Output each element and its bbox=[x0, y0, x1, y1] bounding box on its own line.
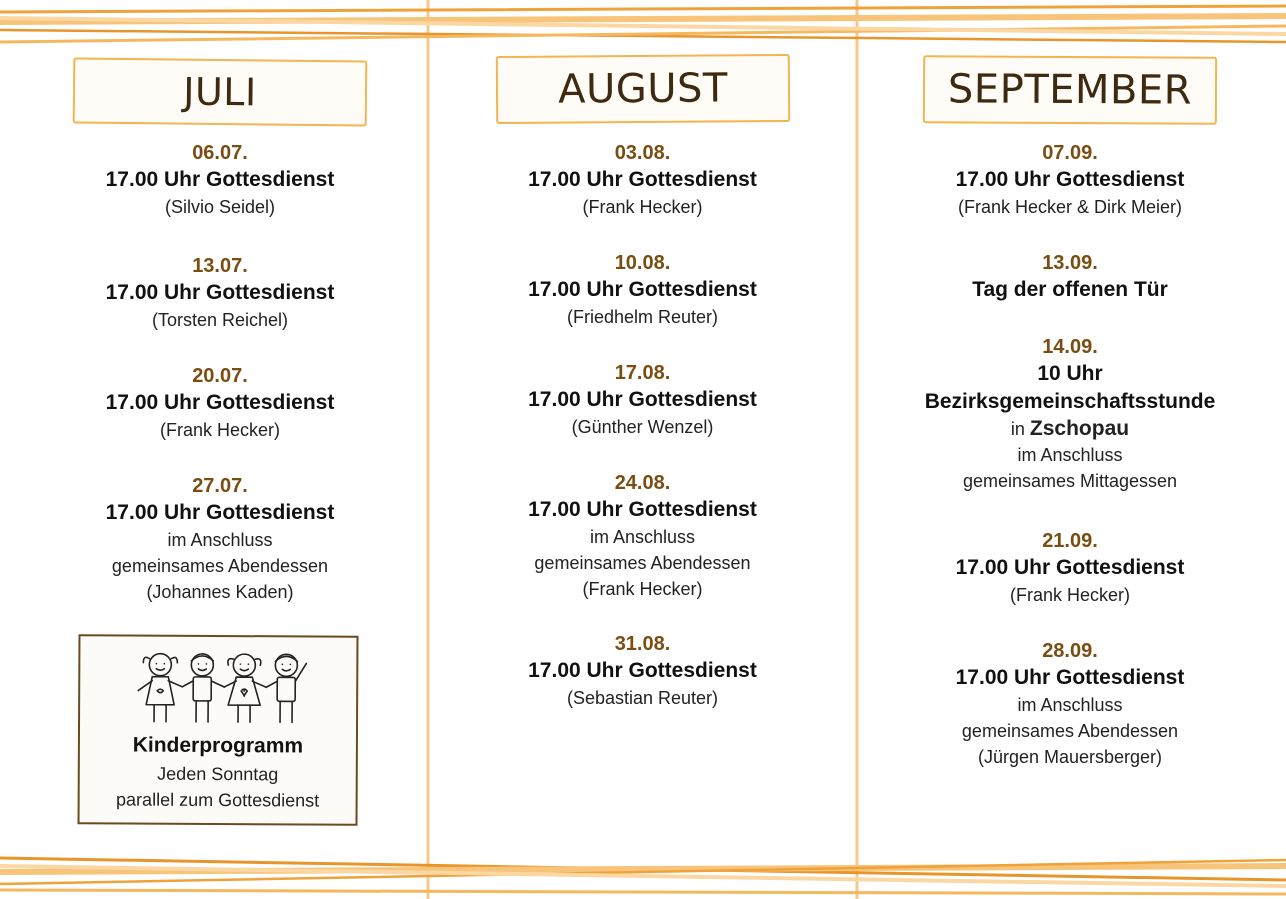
event-date: 13.07. bbox=[192, 255, 248, 277]
kids-program-line: parallel zum Gottesdienst bbox=[116, 789, 320, 811]
month-title-september: SEPTEMBER bbox=[923, 55, 1217, 125]
event-line: gemeinsames Abendessen bbox=[111, 556, 329, 576]
event-title: 17.00 Uhr Gottesdienst bbox=[528, 168, 757, 191]
kids-program-title: Kinderprogramm bbox=[132, 733, 304, 758]
event-line: im Anschluss bbox=[1017, 695, 1123, 715]
event-line: im Anschluss bbox=[1017, 445, 1123, 465]
event-line: (Silvio Seidel) bbox=[164, 197, 276, 217]
event-line: (Frank Hecker) bbox=[1009, 585, 1130, 605]
event-date: 10.08. bbox=[614, 252, 671, 274]
event-line: (Frank Hecker & Dirk Meier) bbox=[957, 197, 1183, 217]
event-title: 17.00 Uhr Gottesdienst bbox=[955, 556, 1185, 579]
event-title: 17.00 Uhr Gottesdienst bbox=[528, 659, 757, 682]
event-date: 17.08. bbox=[614, 362, 671, 384]
event-title: 17.00 Uhr Gottesdienst bbox=[105, 391, 335, 414]
event-1307 bbox=[40, 253, 400, 333]
event-title: 17.00 Uhr Gottesdienst bbox=[528, 388, 757, 411]
event-line: (Sebastian Reuter) bbox=[566, 688, 719, 708]
event-2109 bbox=[885, 528, 1255, 608]
event-title: 17.00 Uhr Gottesdienst bbox=[528, 498, 757, 521]
column-september bbox=[885, 40, 1255, 860]
event-2007 bbox=[40, 363, 400, 443]
event-title: 17.00 Uhr Gottesdienst bbox=[528, 278, 757, 301]
event-1309 bbox=[885, 250, 1255, 304]
event-line: (Günther Wenzel) bbox=[571, 417, 714, 437]
month-title-juli: JULI bbox=[73, 57, 368, 126]
event-2809 bbox=[885, 638, 1255, 770]
event-1008 bbox=[460, 250, 825, 330]
event-1409 bbox=[885, 334, 1255, 494]
column-juli bbox=[40, 40, 400, 860]
event-line: (Johannes Kaden) bbox=[146, 582, 294, 602]
event-date: 03.08. bbox=[614, 142, 671, 164]
children-holding-hands-icon bbox=[130, 647, 310, 730]
event-0607 bbox=[40, 140, 400, 220]
event-date: 07.09. bbox=[1042, 142, 1098, 164]
event-date: 14.09. bbox=[1042, 336, 1098, 358]
event-2707 bbox=[40, 473, 400, 605]
event-title-line2: Bezirksgemeinschaftsstunde bbox=[924, 390, 1216, 413]
event-line: (Frank Hecker) bbox=[582, 197, 703, 217]
event-title: 17.00 Uhr Gottesdienst bbox=[955, 666, 1185, 689]
event-title: 17.00 Uhr Gottesdienst bbox=[105, 501, 335, 524]
event-date: 13.09. bbox=[1042, 252, 1098, 274]
event-0709 bbox=[885, 140, 1255, 220]
event-line: (Frank Hecker) bbox=[582, 579, 703, 599]
location-prefix: in bbox=[1010, 419, 1025, 439]
event-location bbox=[885, 416, 1255, 442]
event-title: 17.00 Uhr Gottesdienst bbox=[105, 168, 335, 191]
column-august bbox=[460, 40, 825, 860]
location-place: Zschopau bbox=[1029, 417, 1130, 440]
kids-program-line: Jeden Sonntag bbox=[157, 763, 279, 785]
event-3108 bbox=[460, 631, 825, 711]
event-date: 21.09. bbox=[1042, 530, 1098, 552]
event-line: gemeinsames Abendessen bbox=[961, 721, 1179, 741]
event-title: 17.00 Uhr Gottesdienst bbox=[105, 281, 335, 304]
event-line: (Jürgen Mauersberger) bbox=[977, 747, 1163, 767]
event-date: 20.07. bbox=[192, 365, 248, 387]
event-title: Tag der offenen Tür bbox=[972, 278, 1168, 301]
event-line: (Frank Hecker) bbox=[159, 420, 280, 440]
event-line: im Anschluss bbox=[167, 530, 273, 550]
event-line: gemeinsames Mittagessen bbox=[962, 471, 1178, 491]
event-line: (Friedhelm Reuter) bbox=[566, 307, 719, 327]
event-date: 24.08. bbox=[614, 472, 671, 494]
kids-program-box bbox=[78, 634, 359, 825]
event-date: 06.07. bbox=[192, 142, 248, 164]
event-1708 bbox=[460, 360, 825, 440]
event-line: gemeinsames Abendessen bbox=[534, 553, 751, 573]
month-title-august: AUGUST bbox=[495, 54, 789, 124]
event-0308 bbox=[460, 140, 825, 220]
event-date: 31.08. bbox=[614, 633, 671, 655]
event-date: 28.09. bbox=[1042, 640, 1098, 662]
event-line: (Torsten Reichel) bbox=[151, 310, 289, 330]
event-2408 bbox=[460, 470, 825, 602]
event-title: 10 Uhr bbox=[1037, 362, 1103, 385]
event-line: im Anschluss bbox=[589, 527, 696, 547]
event-date: 27.07. bbox=[192, 475, 248, 497]
event-title: 17.00 Uhr Gottesdienst bbox=[955, 168, 1185, 191]
